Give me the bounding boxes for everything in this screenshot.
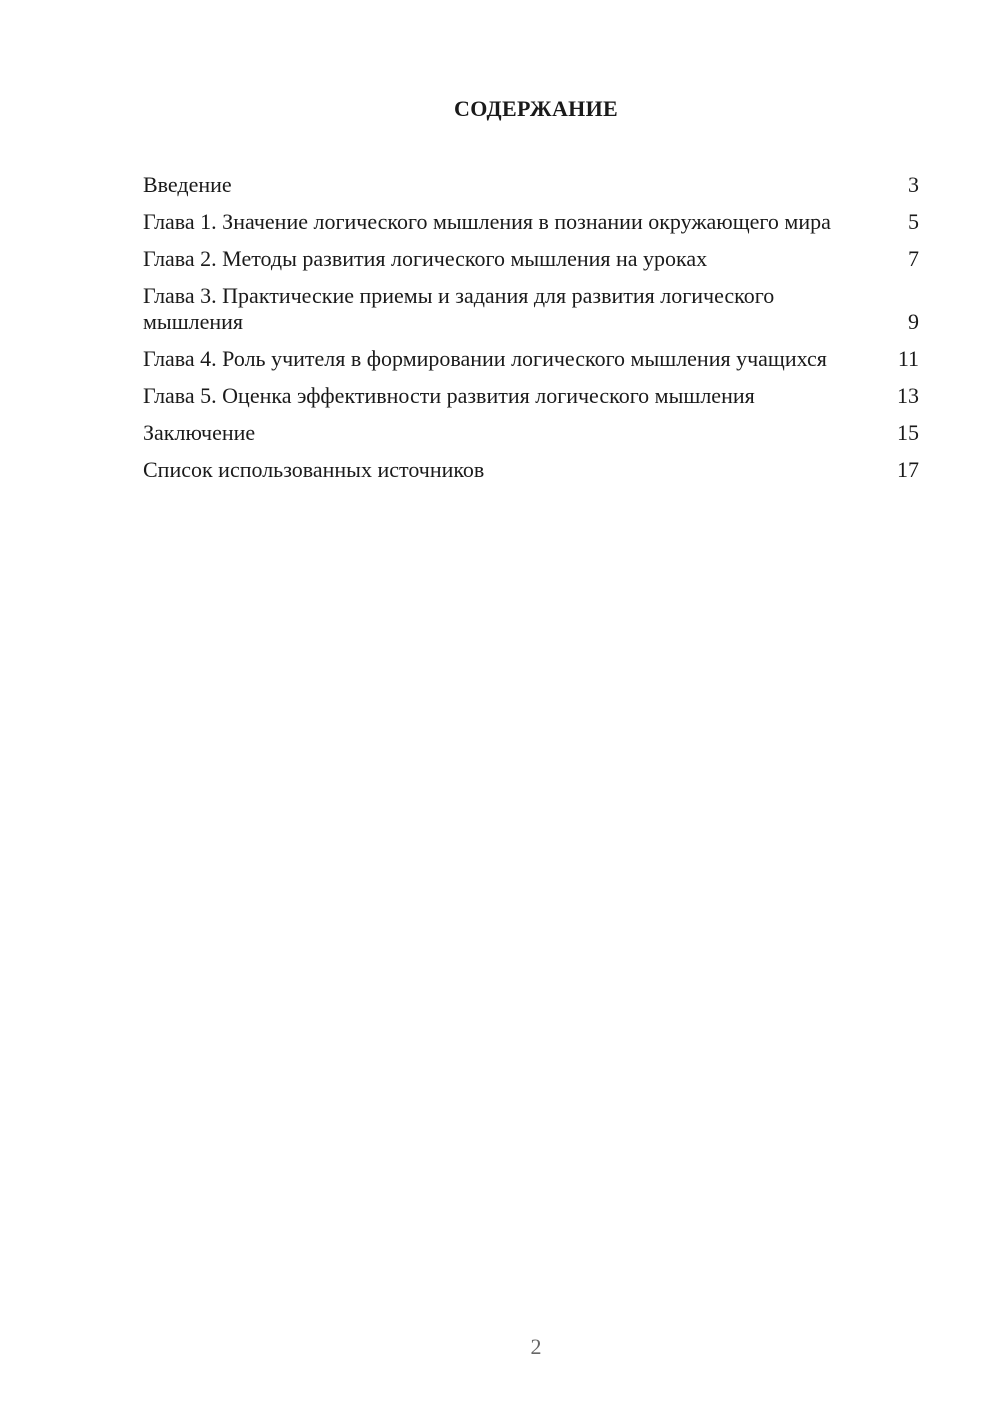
- toc-entry-chapter-1: [143, 209, 919, 235]
- toc-entry-introduction: [143, 172, 919, 198]
- page-number: 2: [530, 1334, 542, 1359]
- toc-entry-label: Глава 3. Практические приемы и задания для развития логического мышления: [143, 283, 775, 334]
- toc-entry-chapter-3: [143, 283, 919, 335]
- toc-entry-chapter-4: [143, 346, 919, 372]
- toc-entry-page: 17: [897, 457, 919, 482]
- toc-entry-page: 13: [897, 383, 919, 408]
- toc-entry-page: 3: [908, 172, 919, 197]
- toc-entry-chapter-2: [143, 246, 919, 272]
- toc-entry-label: Глава 2. Методы развития логического мышления на уроках: [143, 246, 708, 271]
- toc-title: СОДЕРЖАНИЕ: [454, 96, 618, 121]
- toc-entry-label: Глава 4. Роль учителя в формировании логического мышления учащихся: [143, 346, 827, 371]
- toc-entry-chapter-5: [143, 383, 919, 409]
- toc-entry-label: Глава 1. Значение логического мышления в познании окружающего мира: [143, 209, 831, 234]
- toc-entry-label: Заключение: [143, 420, 256, 445]
- table-of-contents: [143, 172, 919, 494]
- toc-entry-label: Введение: [143, 172, 232, 197]
- toc-entry-page: 5: [908, 209, 919, 234]
- toc-entry-page: 15: [897, 420, 919, 445]
- toc-entry-page: 11: [897, 346, 919, 371]
- toc-entry-page: 7: [908, 246, 919, 271]
- toc-entry-references: [143, 457, 919, 483]
- toc-entry-label: Список использованных источников: [143, 457, 485, 482]
- toc-entry-page: 9: [908, 309, 919, 334]
- toc-entry-conclusion: [143, 420, 919, 446]
- toc-entry-label: Глава 5. Оценка эффективности развития логического мышления: [143, 383, 755, 408]
